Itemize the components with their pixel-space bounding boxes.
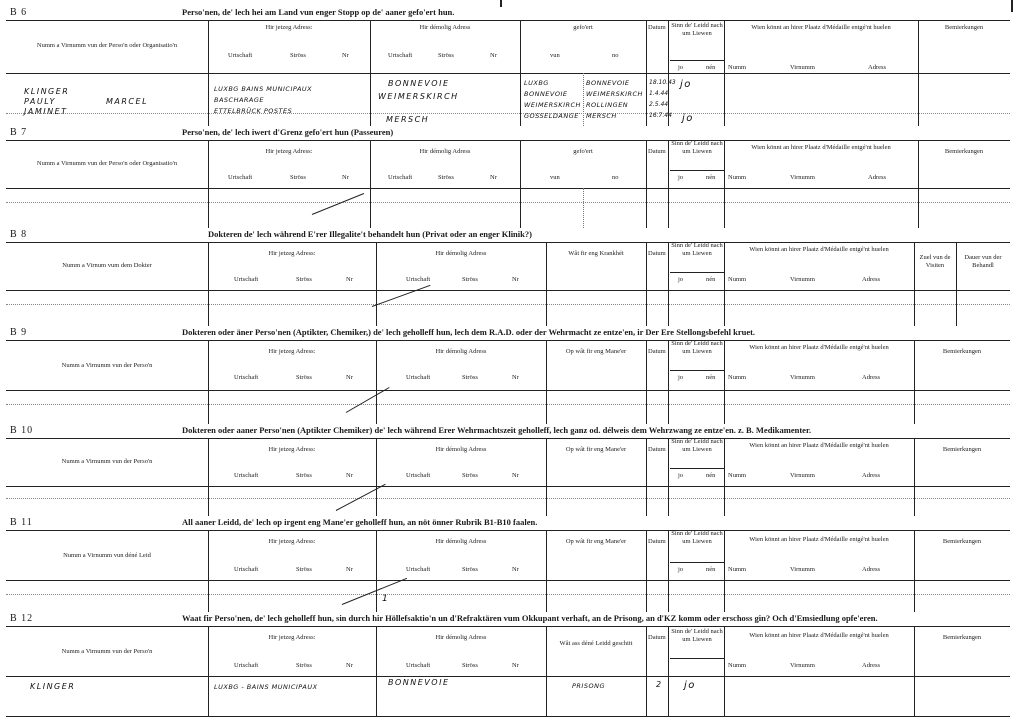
col-label: Ströss <box>290 52 306 59</box>
handwritten-datum: 18.10.43 <box>649 79 676 86</box>
col-datum-header: Datum <box>648 348 666 355</box>
col-label: Nr <box>342 52 349 59</box>
col-label: Urtschaft <box>228 174 253 181</box>
col-label: Urtschaft <box>228 52 253 59</box>
col-label: Nr <box>346 566 353 573</box>
section-header <box>6 126 1010 141</box>
col-krankheet-header: Wât fir eng Krankhét <box>568 250 624 257</box>
col-addr-old-header: Hir démolig Adress <box>435 446 487 453</box>
section-header <box>6 6 1010 21</box>
col-label: Ströss <box>462 472 478 479</box>
col-bemierk-header: Bemierkungen <box>942 348 982 355</box>
col-label: Numm <box>728 472 747 479</box>
handwritten-addr-now: LUXBG BAINS MUNICIPAUX <box>214 85 313 93</box>
col-label: Nr <box>512 374 519 381</box>
handwritten-geschitt: PRISONG <box>572 682 605 690</box>
col-addr-now-header: Hir jetzeg Adress: <box>268 348 316 355</box>
col-datum-header: Datum <box>648 538 666 545</box>
section-title: Dokteren de' lech während E'rer Illegalite't behandelt hun (Privat oder an enger Klinik?) <box>208 229 532 239</box>
col-label: jo <box>678 566 684 573</box>
col-label: Urtschaft <box>406 566 431 573</box>
col-name-header: Numm a Virnumm vun der Perso'n <box>61 648 153 655</box>
column-headers <box>6 20 1010 74</box>
col-label: jo <box>678 64 684 71</box>
strike-mark <box>346 387 390 413</box>
col-visiten-header: Zuel vun de Visiten <box>919 254 951 269</box>
section-b7 <box>6 126 1010 228</box>
handwritten-firstname: MARCEL <box>106 97 149 106</box>
handwritten-addr-old: WEIMERSKIRCH <box>378 92 459 101</box>
section-header <box>6 424 1010 439</box>
handwritten-vun: BONNEVOIE <box>524 90 568 98</box>
col-sinn-header: Sinn de' Leidd nach um Liewen <box>671 438 723 453</box>
col-label: Virnumm <box>790 566 815 573</box>
section-title: Perso'nen, de' lech hei am Land vun enger Stopp op de' aaner gefo'ert hun. <box>182 7 455 17</box>
col-label: Nr <box>512 566 519 573</box>
col-label: nén <box>706 374 716 381</box>
col-gefoert-header: gefo'ert <box>573 148 593 155</box>
col-addr-now-header: Hir jetzeg Adress: <box>268 634 316 641</box>
col-label: Urtschaft <box>234 566 259 573</box>
col-addr-old-header: Hir démolig Adress <box>435 538 487 545</box>
col-bemierk-header: Bemierkungen <box>944 24 984 31</box>
section-code: B 11 <box>10 517 33 528</box>
col-label: Nr <box>490 52 497 59</box>
col-label: Numm <box>728 662 747 669</box>
entries <box>6 486 1010 516</box>
col-label: Ströss <box>462 374 478 381</box>
col-label: Urtschaft <box>388 174 413 181</box>
handwritten-name: KLINGER <box>24 87 70 96</box>
col-name-header: Numm a Virnumm vun déné Leid <box>63 552 151 559</box>
col-label: jo <box>678 276 684 283</box>
section-title: Waat fir Perso'nen, de' lech geholleff hun, sin durch hir Höllefsaktio'n un d'Refraktären vum Okkupant verhaft, an de Prisong, an d'KZ komm oder erschoss gin? Och d'Emsiedlung opfe'eren. <box>182 613 878 623</box>
col-label: Urtschaft <box>234 374 259 381</box>
col-label: Ströss <box>296 276 312 283</box>
col-sinn-header: Sinn de' Leidd nach um Liewen <box>671 140 723 155</box>
col-label: Nr <box>512 472 519 479</box>
section-code: B 9 <box>10 327 28 338</box>
col-label: Urtschaft <box>234 276 259 283</box>
col-label: jo <box>678 472 684 479</box>
col-label: Nr <box>346 276 353 283</box>
column-headers <box>6 438 1010 487</box>
col-label: Ströss <box>438 52 454 59</box>
col-maneer-header: Op wât fir eng Mane'er <box>565 538 627 545</box>
section-code: B 6 <box>10 7 28 18</box>
col-label: no <box>612 174 619 181</box>
col-label: Virnumm <box>790 472 815 479</box>
col-label: Virnumm <box>790 174 815 181</box>
col-medaille-header: Wien könnt an hirer Plaatz d'Médaille entgé'nt huelen <box>749 536 889 543</box>
handwritten-name: JAMINET <box>24 107 68 116</box>
col-label: Ströss <box>296 472 312 479</box>
col-label: Adress <box>862 662 881 669</box>
section-header <box>6 612 1010 627</box>
col-label: nén <box>706 64 716 71</box>
handwritten-vun: WEIMERSKIRCH <box>524 101 581 109</box>
col-label: Adress <box>868 174 887 181</box>
col-label: Nr <box>512 662 519 669</box>
section-title: Dokteren oder aaner Perso'nen (Aptikter Chemiker) de' lech während Erer Wehrmachtszeit geholleff, lech ganz od. délweis dem Wehrzwang ze entze'en. z. B. Medikamenter. <box>182 425 812 435</box>
handwritten-jo: jo <box>680 79 692 90</box>
col-label: Urtschaft <box>388 52 413 59</box>
col-addr-old-header: Hir démolig Adress <box>435 634 487 641</box>
col-name-header: Numm a Virnumm vun der Perso'n oder Organisatio'n <box>36 160 178 167</box>
handwritten-addr-old: BONNEVOIE <box>388 79 450 88</box>
col-label: Numm <box>728 276 747 283</box>
col-label: Adress <box>862 374 881 381</box>
section-code: B 8 <box>10 229 28 240</box>
handwritten-addr-old: BONNEVOIE <box>388 678 450 687</box>
col-bemierk-header: Bemierkungen <box>942 634 982 641</box>
entries <box>6 188 1010 228</box>
col-label: Numm <box>728 566 747 573</box>
col-label: Nr <box>342 174 349 181</box>
section-code: B 7 <box>10 127 28 138</box>
col-label: Ströss <box>290 174 306 181</box>
col-label: Nr <box>346 472 353 479</box>
col-addr-old-header: Hir démolig Adress <box>435 250 487 257</box>
column-headers <box>6 340 1010 391</box>
col-label: Urtschaft <box>234 472 259 479</box>
col-label: Urtschaft <box>406 662 431 669</box>
column-headers <box>6 530 1010 581</box>
col-label: no <box>612 52 619 59</box>
col-addr-now-header: Hir jetzeg Adress: <box>268 446 316 453</box>
handwritten-datum: 16.7.44 <box>649 112 672 119</box>
col-label: nén <box>706 174 716 181</box>
col-label: Nr <box>346 374 353 381</box>
entries <box>6 290 1010 326</box>
col-sinn-header: Sinn de' Leidd nach um Liewen <box>671 242 723 257</box>
col-medaille-header: Wien könnt an hirer Plaatz d'Médaille entgé'nt huelen <box>749 246 889 253</box>
col-addr-now-header: Hir jetzeg Adress: <box>268 250 316 257</box>
col-geschitt-header: Wât ass déné Leidd geschitt <box>559 640 633 647</box>
column-headers <box>6 140 1010 189</box>
col-label: vun <box>550 174 560 181</box>
col-sinn-header: Sinn de' Leidd nach um Liewen <box>671 22 723 37</box>
col-sinn-header: Sinn de' Leidd nach um Liewen <box>671 530 723 545</box>
handwritten-datum: 2 <box>656 680 663 689</box>
col-medaille-header: Wien könnt an hirer Plaatz d'Médaille entgé'nt huelen <box>751 144 891 151</box>
section-header <box>6 516 1010 531</box>
col-label: nén <box>706 566 716 573</box>
col-addr-old-header: Hir démolig Adress <box>419 148 471 155</box>
col-label: Ströss <box>296 374 312 381</box>
col-label: Ströss <box>438 174 454 181</box>
strike-mark <box>312 193 364 215</box>
handwritten-addr-now: ETTELBRÜCK POSTES <box>214 107 293 115</box>
col-name-header: Numm a Virnumm vun der Perso'n oder Organisatio'n <box>36 42 178 49</box>
handwritten-name: KLINGER <box>30 682 76 691</box>
col-label: Numm <box>728 374 747 381</box>
section-title: All aaner Leidd, de' lech op irgent eng Mane'er geholleff hun, an nöt önner Rubrik B1-B10 faalen. <box>182 517 538 527</box>
col-label: Urtschaft <box>234 662 259 669</box>
col-maneer-header: Op wât fir eng Mane'er <box>565 446 627 453</box>
col-datum-header: Datum <box>648 634 666 641</box>
section-b6 <box>6 6 1010 126</box>
col-label: Ströss <box>296 566 312 573</box>
section-b10 <box>6 424 1010 516</box>
col-label: Adress <box>868 64 887 71</box>
col-datum-header: Datum <box>648 24 666 31</box>
section-b12 <box>6 612 1010 718</box>
column-headers <box>6 242 1010 291</box>
entries <box>6 390 1010 424</box>
col-sinn-header: Sinn de' Leidd nach um Liewen <box>671 340 723 355</box>
col-label: Virnumm <box>790 374 815 381</box>
col-label: Numm <box>728 174 747 181</box>
column-headers <box>6 626 1010 677</box>
handwritten-no: ROLLINGEN <box>586 101 629 109</box>
handwritten-jo: jo <box>682 113 694 124</box>
col-dauer-header: Dauer vun der Behandl <box>964 254 1002 269</box>
col-label: nén <box>706 276 716 283</box>
col-datum-header: Datum <box>648 446 666 453</box>
col-label: Numm <box>728 64 747 71</box>
entries <box>6 73 1010 126</box>
section-title: Perso'nen, de' lech iwert d'Grenz gefo'ert hun (Passeuren) <box>182 127 394 137</box>
col-gefoert-header: gefo'ert <box>573 24 593 31</box>
col-maneer-header: Op wât fir eng Mane'er <box>565 348 627 355</box>
handwritten-addr-now: LUXBG - BAINS MUNICIPAUX <box>214 683 318 691</box>
handwritten-name: PAULY <box>24 97 56 106</box>
handwritten-vun: GOSSELDANGE <box>524 112 579 120</box>
col-bemierk-header: Bemierkungen <box>944 148 984 155</box>
col-name-header: Numm a Virnumm vun der Perso'n <box>61 458 153 465</box>
col-bemierk-header: Bemierkungen <box>942 538 982 545</box>
col-label: Urtschaft <box>406 472 431 479</box>
col-label: Virnumm <box>790 662 815 669</box>
entries <box>6 580 1010 612</box>
col-label: Adress <box>862 566 881 573</box>
strike-mark <box>342 578 407 605</box>
handwritten-vun: LUXBG <box>524 79 549 87</box>
page-edge-mark <box>1011 0 1013 12</box>
section-header <box>6 228 1010 243</box>
col-label: Ströss <box>296 662 312 669</box>
col-label: Nr <box>512 276 519 283</box>
col-label: Virnumm <box>790 276 815 283</box>
col-addr-now-header: Hir jetzeg Adress: <box>265 148 313 155</box>
handwritten-datum: 2.5.44 <box>649 101 669 108</box>
handwritten-no: WEIMERSKIRCH <box>586 90 643 98</box>
col-medaille-header: Wien könnt an hirer Plaatz d'Médaille entgé'nt huelen <box>751 24 891 31</box>
col-label: Ströss <box>462 662 478 669</box>
col-addr-old-header: Hir démolig Adress <box>419 24 471 31</box>
col-label: Adress <box>862 472 881 479</box>
col-label: nén <box>706 472 716 479</box>
col-addr-now-header: Hir jetzeg Adress: <box>268 538 316 545</box>
col-medaille-header: Wien könnt an hirer Plaatz d'Médaille entgé'nt huelen <box>749 442 889 449</box>
col-label: vun <box>550 52 560 59</box>
col-label: Nr <box>490 174 497 181</box>
col-medaille-header: Wien könnt an hirer Plaatz d'Médaille entgé'nt huelen <box>749 632 889 639</box>
section-b11 <box>6 516 1010 612</box>
handwritten-addr-old: MERSCH <box>386 115 430 124</box>
col-label: Urtschaft <box>406 374 431 381</box>
col-label: jo <box>678 174 684 181</box>
section-title: Dokteren oder äner Perso'nen (Aptikter, Chemiker,) de' lech geholleff hun, lech dem R.A.D. oder der Wehrmacht ze entze'en, ir Der Ere Stellongsbefehl kruet. <box>182 327 756 337</box>
col-name-header: Numm a Virnum vum dem Dokter <box>62 262 152 269</box>
handwritten-tick: 1 <box>382 594 390 604</box>
col-label: Ströss <box>462 566 478 573</box>
section-b8 <box>6 228 1010 326</box>
col-name-header: Numm a Virnumm vun der Perso'n <box>61 362 153 369</box>
col-bemierk-header: Bemierkungen <box>942 446 982 453</box>
col-datum-header: Datum <box>648 250 666 257</box>
col-medaille-header: Wien könnt an hirer Plaatz d'Médaille entgé'nt huelen <box>749 344 889 351</box>
entries <box>6 676 1010 717</box>
handwritten-datum: 1.4.44 <box>649 90 669 97</box>
col-label: Urtschaft <box>406 276 431 283</box>
col-label: jo <box>678 374 684 381</box>
col-label: Adress <box>862 276 881 283</box>
section-b9 <box>6 326 1010 424</box>
section-header <box>6 326 1010 341</box>
handwritten-no: MERSCH <box>586 112 617 120</box>
handwritten-addr-now: BASCHARAGE <box>214 96 265 104</box>
col-addr-now-header: Hir jetzeg Adress: <box>265 24 313 31</box>
col-label: Ströss <box>462 276 478 283</box>
section-code: B 12 <box>10 613 34 624</box>
col-label: Nr <box>346 662 353 669</box>
col-addr-old-header: Hir démolig Adress <box>435 348 487 355</box>
handwritten-jo: jo <box>684 680 696 691</box>
col-datum-header: Datum <box>648 148 666 155</box>
handwritten-no: BONNEVOIE <box>586 79 630 87</box>
section-code: B 10 <box>10 425 34 436</box>
col-sinn-header: Sinn de' Leidd nach um Liewen <box>671 628 723 643</box>
col-label: Virnumm <box>790 64 815 71</box>
